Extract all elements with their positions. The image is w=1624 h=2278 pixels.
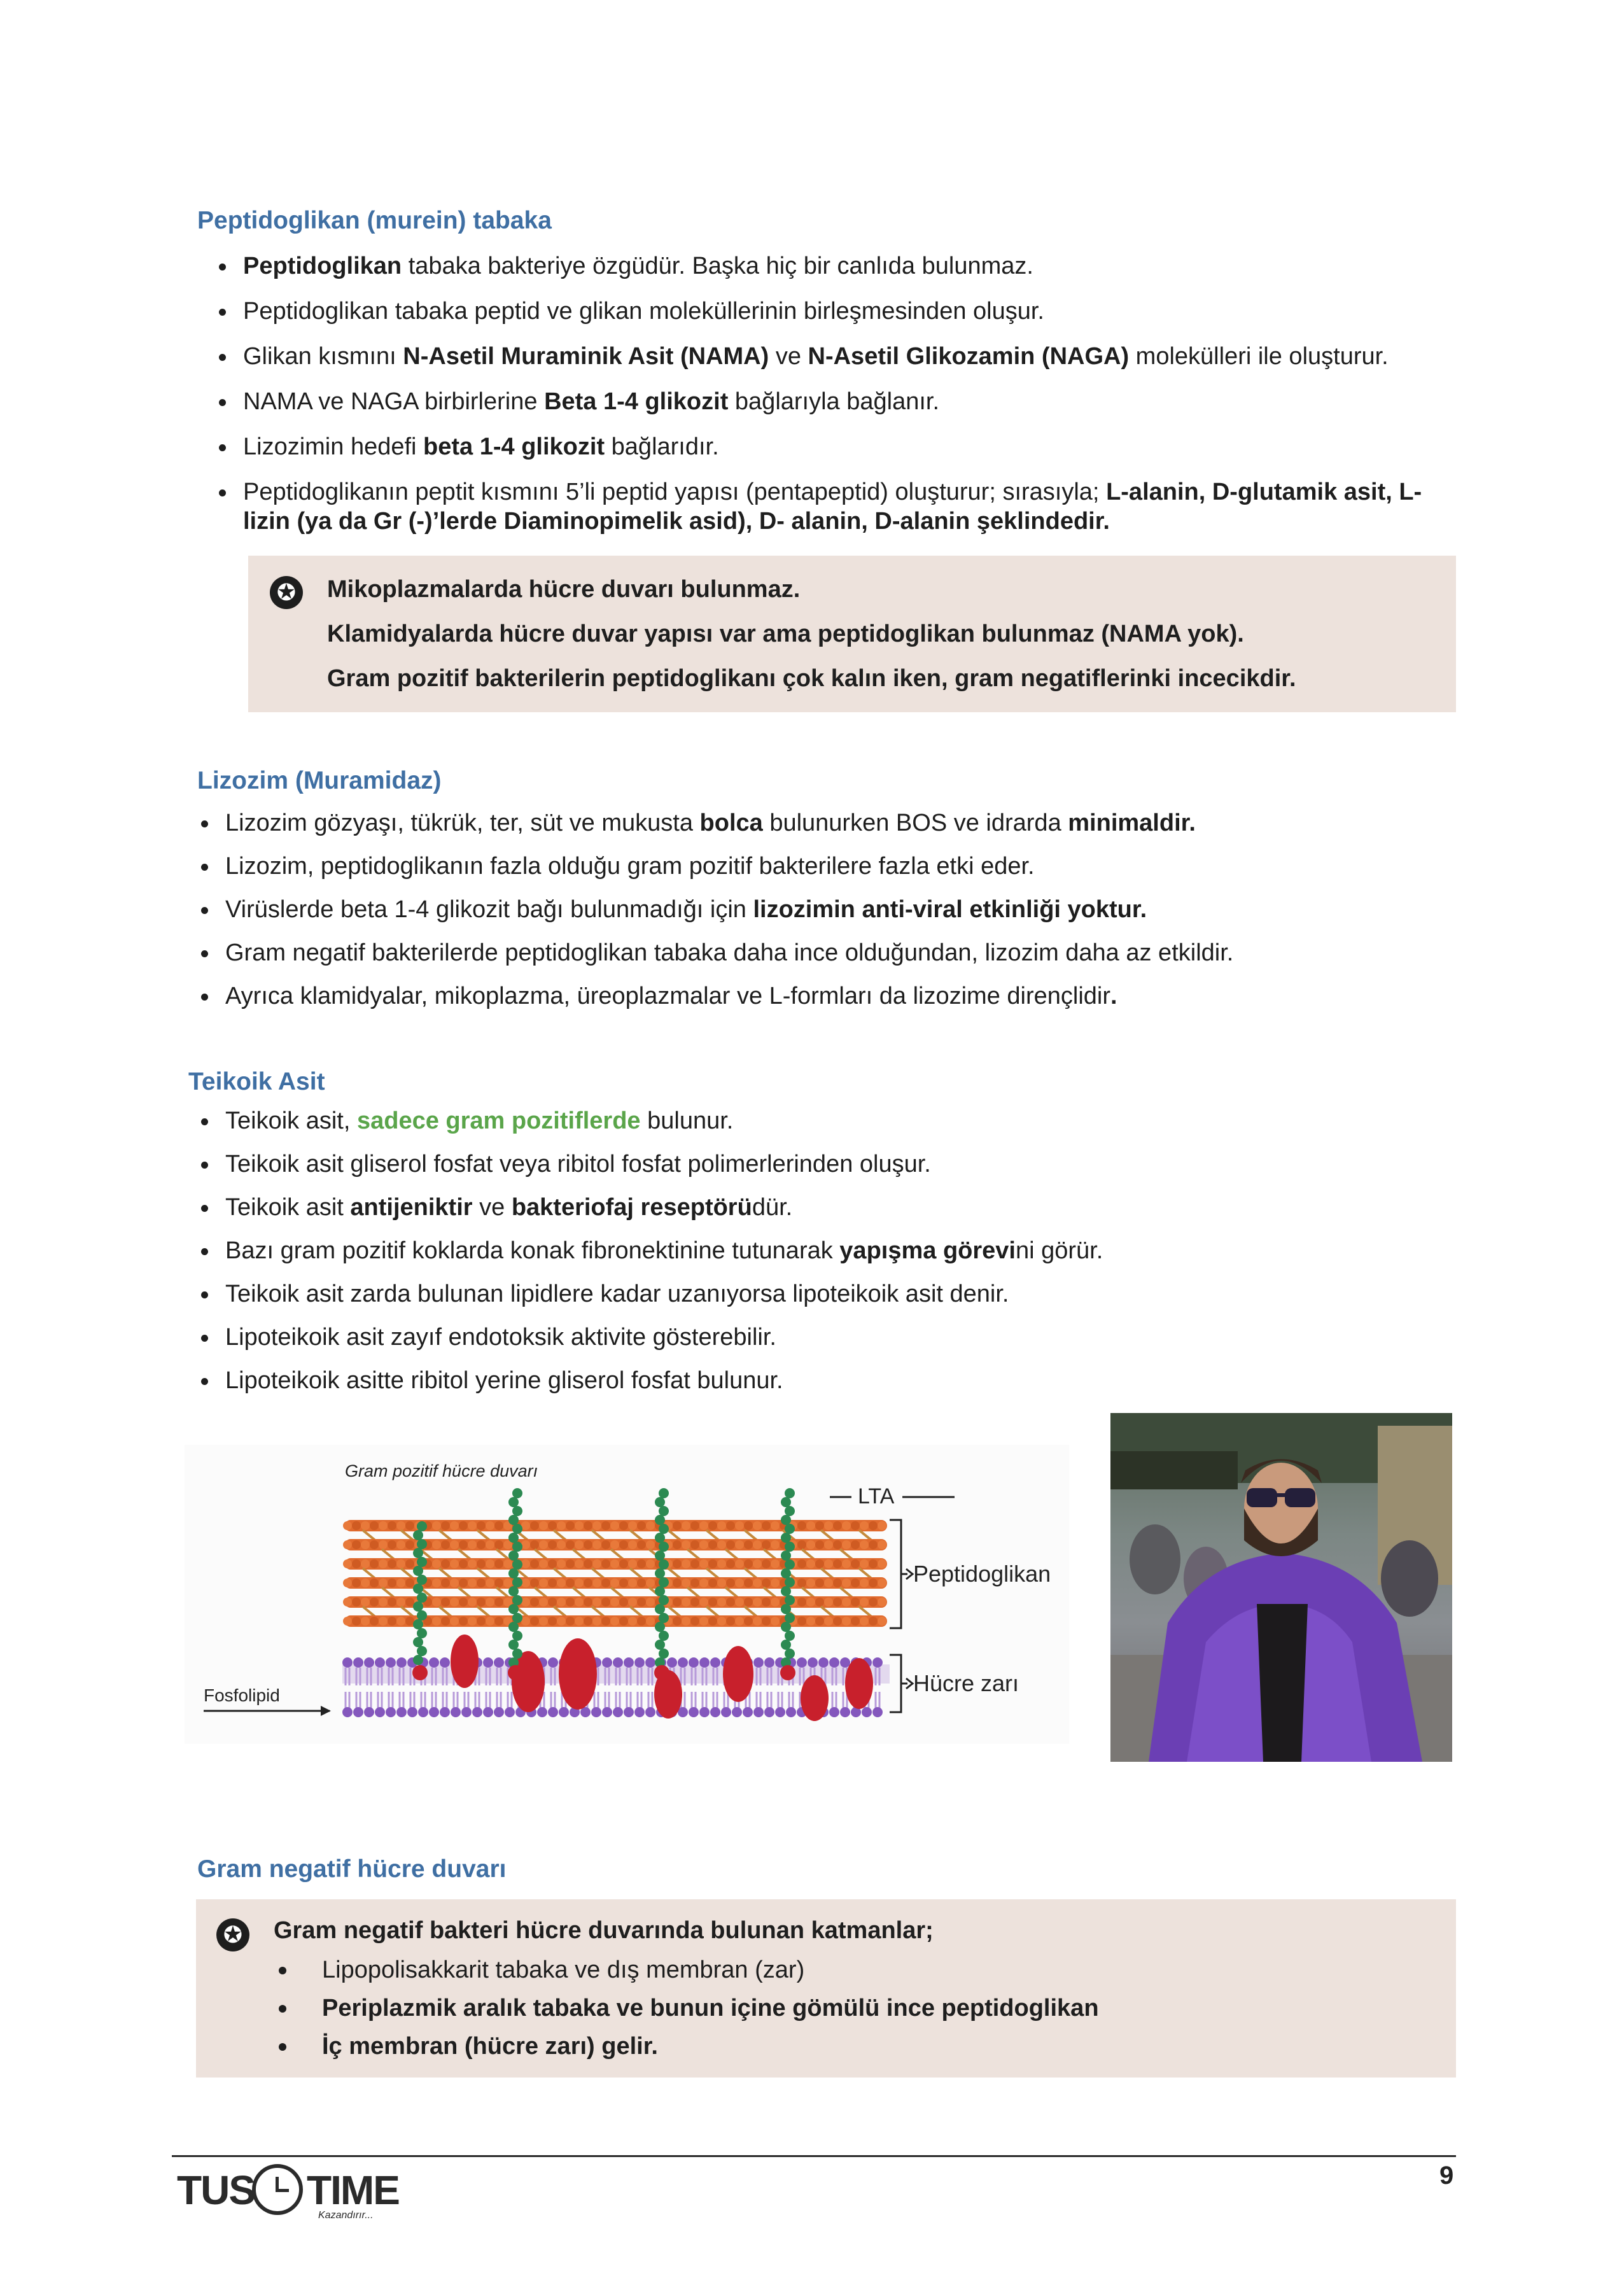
phospholipid-head (634, 1657, 645, 1668)
page-number: 9 (1439, 2162, 1454, 2190)
phospholipid-head (364, 1657, 374, 1668)
bullet-icon (279, 2005, 286, 2013)
list-item-text: yapışma görevi (839, 1237, 1016, 1264)
hucre-zari-label: Hücre zarı (913, 1670, 1019, 1696)
phospholipid-head (613, 1657, 623, 1668)
list-item-text: L-alanin, D-glutamik asit, L-lizin (ya da Gr (-)’lerde Diaminopimelik asid), D- alanin, D-alanin şeklindedir. (243, 479, 1422, 535)
list-item-text: Lizozimin hedefi (243, 433, 424, 460)
list-item-text: bulunurken BOS ve idrarda (762, 810, 1068, 836)
phospholipid-head (396, 1657, 407, 1668)
list-item-text: bakteriofaj reseptörü (511, 1194, 752, 1221)
phospholipid-head (483, 1657, 493, 1668)
list-item-text: Lipoteikoik asitte ribitol yerine gliserol fosfat bulunur. (225, 1367, 783, 1394)
footer-rule (172, 2155, 1456, 2157)
list-item-text: Teikoik asit gliserol fosfat veya ribitol fosfat polimerlerinden oluşur. (225, 1151, 931, 1178)
list-item-text: Lizozim gözyaşı, tükrük, ter, süt ve mukusta (225, 810, 700, 836)
list-item-text: Peptidoglikanın peptit kısmını 5’li peptid yapısı (pentapeptid) oluşturur; sırasıyla; (243, 479, 1107, 505)
phospholipid-head (353, 1657, 363, 1668)
phospholipid-head (645, 1657, 655, 1668)
phospholipid-head (808, 1657, 818, 1668)
phospholipid-head (797, 1657, 807, 1668)
list-item (216, 477, 1464, 536)
list-item-text: tabaka bakteriye özgüdür. Başka hiç bir canlıda bulunmaz. (402, 253, 1033, 279)
note-line: Gram pozitif bakterilerin peptidoglikanı çok kalın iken, gram negatiflerinki incecikdir. (327, 665, 1296, 692)
list-item-text: lizozimin anti-viral etkinliği yoktur. (753, 896, 1147, 923)
list-item-text: Glikan kısmını (243, 343, 403, 370)
note-box-gram-negatif (196, 1899, 1456, 2078)
heading-teikoik: Teikoik Asit (188, 1068, 325, 1095)
list-item (199, 1106, 1446, 1135)
list-item-text: bolca (699, 810, 763, 836)
membrane-protein (801, 1675, 829, 1721)
membrane-protein (723, 1646, 753, 1702)
list-item-text: . (1110, 983, 1117, 1009)
phospholipid-head (548, 1657, 558, 1668)
diagram-title: Gram pozitif hücre duvarı (345, 1461, 538, 1480)
phospholipid-head (829, 1657, 839, 1668)
list-item-text: Lipoteikoik asit zayıf endotoksik aktivite gösterebilir. (225, 1324, 776, 1351)
list-item (199, 1150, 1446, 1179)
phospholipid-head (342, 1657, 353, 1668)
list-item (216, 387, 1464, 416)
phospholipid-head (440, 1657, 450, 1668)
list-item-text: ni görür. (1015, 1237, 1103, 1264)
list-item-text: Virüslerde beta 1-4 glikozit bağı bulunmadığı için (225, 896, 753, 923)
membrane-protein (451, 1635, 479, 1688)
list-item-text: bağlarıdır. (605, 433, 719, 460)
phospholipid-head (818, 1657, 829, 1668)
logo-subtext: Kazandırır... (318, 2210, 374, 2221)
list-item-text: dür. (752, 1194, 793, 1221)
phospholipid-head (678, 1657, 688, 1668)
list-item-text: Teikoik asit zarda bulunan lipidlere kadar uzanıyorsa lipoteikoik asit denir. (225, 1281, 1009, 1307)
list-item-text: Bazı gram pozitif koklarda konak fibronektinine tutunarak (225, 1237, 840, 1264)
list-item (216, 251, 1464, 281)
list-item-text: Teikoik asit (225, 1194, 351, 1221)
list-item (199, 1323, 1446, 1352)
logo-text-right: TIME (307, 2167, 399, 2213)
heading-gram-negatif: Gram negatif hücre duvarı (197, 1855, 507, 1883)
phospholipid-head (689, 1657, 699, 1668)
list-item (199, 1279, 1446, 1309)
list-item (216, 432, 1464, 461)
list-item (199, 1366, 1446, 1395)
membrane-protein (559, 1638, 597, 1710)
peptidoglikan-label: Peptidoglikan (913, 1561, 1051, 1587)
list-item-text: beta 1-4 glikozit (423, 433, 605, 460)
phospholipid-head (753, 1657, 764, 1668)
phospholipid-head (710, 1657, 720, 1668)
list-item-text: Beta 1-4 glikozit (544, 388, 729, 415)
phospholipid-head (602, 1657, 612, 1668)
fosfolipid-label: Fosfolipid (204, 1685, 280, 1705)
star-icon: ✪ (216, 1918, 249, 1951)
list-item-text: antijeniktir (350, 1194, 473, 1221)
list-item-text: Ayrıca klamidyalar, mikoplazma, üreoplazmalar ve L-formları da lizozime dirençlidir (225, 983, 1111, 1009)
list-item-text: sadece gram pozitiflerde (356, 1107, 641, 1134)
phospholipid-head (764, 1657, 774, 1668)
star-icon: ✪ (270, 576, 303, 609)
clock-icon (252, 2164, 303, 2215)
list-peptidoglikan (216, 251, 1464, 552)
bullet-icon (279, 1967, 286, 1974)
phospholipid-head (624, 1657, 634, 1668)
membrane-protein (845, 1658, 873, 1709)
phospholipid-head (494, 1657, 504, 1668)
list-item-text: ve (769, 343, 808, 370)
list-item (199, 895, 1446, 924)
gram-negatif-title: Gram negatif bakteri hücre duvarında bulunan katmanlar; (274, 1917, 934, 1944)
lta-label: LTA (858, 1484, 895, 1508)
list-item-text: bulunur. (640, 1107, 734, 1134)
note-box-peptidoglikan (248, 556, 1456, 712)
list-item-text: N-Asetil Glikozamin (NAGA) (808, 343, 1130, 370)
list-item-text: Teikoik asit, (225, 1107, 357, 1134)
list-item-text: Gram negatif bakterilerde peptidoglikan tabaka daha ince olduğundan, lizozim daha az etkildir. (225, 939, 1234, 966)
list-item-text: Lipopolisakkarit tabaka ve dış membran (zar) (322, 1957, 805, 1983)
peptidoglycan-layers (343, 1520, 887, 1627)
list-item-text: molekülleri ile oluşturur. (1129, 343, 1389, 370)
phospholipid-head (429, 1657, 439, 1668)
list-item (199, 808, 1446, 838)
list-teikoik (199, 1106, 1446, 1409)
list-lizozim (199, 808, 1446, 1025)
list-item-text: bağlarıyla bağlanır. (728, 388, 940, 415)
list-item-text: Peptidoglikan tabaka peptid ve glikan moleküllerinin birleşmesinden oluşur. (243, 298, 1044, 325)
phospholipid-head (872, 1657, 883, 1668)
phospholipid-head (699, 1657, 710, 1668)
note-line: Mikoplazmalarda hücre duvarı bulunmaz. (327, 576, 801, 603)
list-item-text: NAMA ve NAGA birbirlerine (243, 388, 545, 415)
list-item-text: ve (472, 1194, 512, 1221)
list-item-text: İç membran (hücre zarı) gelir. (322, 2033, 658, 2060)
list-item-text: Lizozim, peptidoglikanın fazla olduğu gram pozitif bakterilere fazla etki eder. (225, 853, 1035, 880)
phospholipid-head (840, 1657, 850, 1668)
logo-text-left: TUS (177, 2167, 255, 2213)
list-item (199, 981, 1446, 1011)
note-line: Klamidyalarda hücre duvar yapısı var ama peptidoglikan bulunmaz (NAMA yok). (327, 621, 1244, 647)
list-item-text: Peptidoglikan (243, 253, 402, 279)
photo-man-in-purple-coat (1110, 1413, 1452, 1762)
phospholipid-head (375, 1657, 385, 1668)
list-item (199, 852, 1446, 881)
phospholipid-head (667, 1657, 677, 1668)
list-item (199, 938, 1446, 967)
heading-lizozim: Lizozim (Muramidaz) (197, 767, 442, 794)
list-item-text: minimaldir. (1068, 810, 1196, 836)
heading-peptidoglikan: Peptidoglikan (murein) tabaka (197, 207, 552, 234)
phospholipid-head (386, 1657, 396, 1668)
list-item (216, 342, 1464, 371)
gram-positive-wall-diagram (185, 1445, 1069, 1744)
list-item-text: Periplazmik aralık tabaka ve bunun içine gömülü ince peptidoglikan (322, 1995, 1099, 2021)
bullet-icon (279, 2043, 286, 2051)
list-item (216, 297, 1464, 326)
list-item (199, 1236, 1446, 1265)
list-item-text: N-Asetil Muraminik Asit (NAMA) (403, 343, 769, 370)
list-item (199, 1193, 1446, 1222)
